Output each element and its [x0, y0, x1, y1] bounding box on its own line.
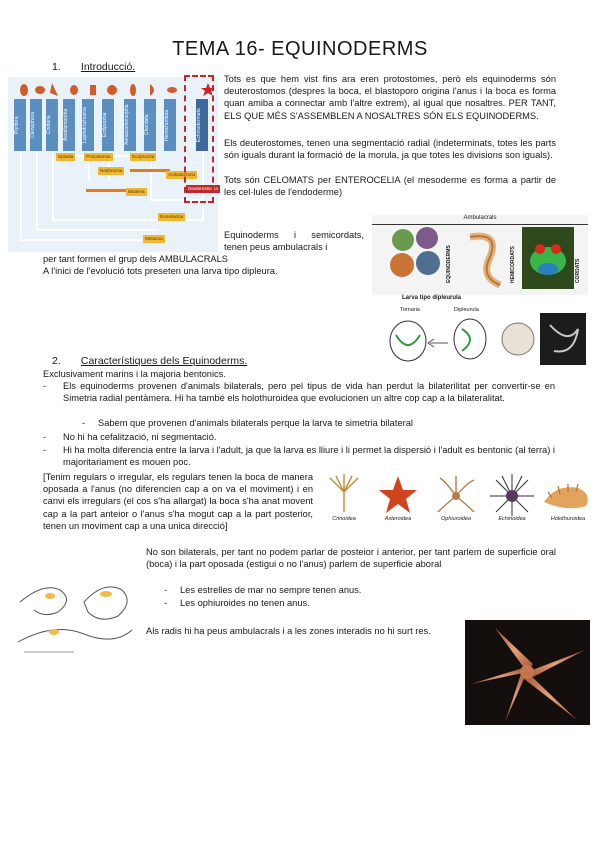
- page-title: TEMA 16- EQUINODERMS: [172, 38, 428, 60]
- label-hemichordates: HEMICORDATS: [510, 246, 516, 283]
- taxon-label: Ctenophora: [30, 99, 42, 151]
- taxon-label: Hemichordata: [164, 99, 176, 151]
- taxon-label: Echinodermata: [196, 99, 208, 151]
- echinoderm-classes-figure: [316, 472, 596, 532]
- tree-node: Spiralia: [58, 154, 74, 159]
- section-number: 1.: [52, 61, 61, 73]
- intro-paragraph-4b: per tant formen el grup dels AMBULACRALS: [43, 254, 228, 264]
- acorn-worm-image: [460, 227, 510, 289]
- bullet-text: Els equinoderms provenen d'animals bilaterals, pero pel tipus de vida han perdut la bilaterilitat per convertir-se en Simetria radial pentàmera. Hi ha també els holothuroidea que evolucionen un altre cop cap a la bilateralitat.: [63, 381, 555, 404]
- class-caption: Holothuroidea: [550, 516, 586, 522]
- class-caption: Ophiuroidea: [441, 516, 471, 522]
- body-plan-sketch: [14, 572, 136, 660]
- bullet-item: - No hi ha cefalització, ni segmentació.: [43, 431, 555, 443]
- taxon-label: Acoelomorpha: [63, 99, 75, 151]
- bullet-item: - Les estrelles de mar no sempre tenen anus.: [164, 584, 524, 596]
- larva-label-tornaria: Tornaria: [400, 307, 420, 313]
- figure-header: Ambulacrals: [372, 215, 588, 225]
- bullet-text: Hi ha molta diferencia entre la larva i l'adult, ja que la larva es lliure i li permet la dispersió i l'adult es bentonic (al terra) i majoritariament es mouen poc.: [63, 445, 555, 468]
- larva-label-dipleurula: Dipleurula: [454, 307, 479, 313]
- bullet-item: - Hi ha molta diferencia entre la larva i l'adult, ja que la larva es lliure i li permet la dispersió i l'adult es bentonic (al terra) i majoritariament es mouen poc.: [43, 445, 555, 468]
- bullet-text: Sabem que provenen d'animals bilaterals perque la larva te simetria bilateral: [98, 418, 413, 428]
- taxon-label: Ecdysozoa: [102, 99, 114, 151]
- section-heading-characteristics: [52, 355, 247, 367]
- char-paragraph-4: Als radis hi ha peus ambulacrals i a les zones interadis no hi surt res.: [146, 626, 431, 636]
- intro-paragraph-3: Tots són CELOMATS per ENTEROCELIA (el mesoderme es forma a partir de les cel·lules de l'endoderme): [224, 175, 556, 198]
- larva-title: Larva tipo dipleurula: [402, 295, 462, 301]
- taxon-label: Xenacoelomorpha: [124, 99, 136, 151]
- intro-paragraph-2: Els deuterostomes, tenen una segmentació radial (indeterminats, totes les parts són iguals durant la formació de la morula, ja que totes les divisions son iguals).: [224, 138, 556, 161]
- ambulacrals-figure: [372, 215, 588, 295]
- tree-node: Metazoa: [145, 236, 163, 241]
- larva-figure: [378, 305, 588, 367]
- char-paragraph-3: No son bilaterals, per tant no podem parlar de posteior i anterior, per tant parlem de superficie oral (boca) i la part oposada (estigui o no l'anus) parlem de superficie aboral: [146, 547, 556, 570]
- tree-node: Ecdysozoa: [132, 154, 155, 159]
- section-title: Introducció.: [80, 61, 136, 73]
- bullet-text: Les estrelles de mar no sempre tenen anus.: [180, 585, 362, 595]
- taxon-label: Chordata: [144, 99, 156, 151]
- organism-icons: [12, 81, 212, 97]
- class-caption: Crinoidea: [332, 516, 356, 522]
- sub-bullet-item: - Sabem que provenen d'animals bilaterals perque la larva te simetria bilateral: [82, 417, 552, 429]
- tree-node: Ambulacraria: [168, 172, 196, 177]
- section-number: 2.: [52, 355, 61, 367]
- starfish-photo: [465, 620, 590, 725]
- highlight-box: [184, 75, 214, 203]
- phylogeny-figure: [8, 77, 218, 252]
- class-caption: Asteroidea: [384, 516, 412, 522]
- tree-node: Bilateria: [128, 189, 145, 194]
- label-chordates: CORDATS: [575, 258, 581, 283]
- tree-node: Deuterostomia: [188, 186, 218, 191]
- taxon-label: Cnidaria: [46, 99, 58, 151]
- bullet-item: - Els equinoderms provenen d'animals bilaterals, pero pel tipus de vida han perdut la bilaterilitat per convertir-se en Simetria radial pentàmera. Hi ha també els holothuroidea que evolucionen un altre cop cap a la bilateralitat.: [43, 381, 555, 404]
- bullet-text: No hi ha cefalització, ni segmentació.: [63, 432, 217, 442]
- section-heading-intro: [52, 61, 135, 73]
- label-echinoderms: EQUINODERMS: [446, 245, 452, 283]
- tree-node: Eumetazoa: [160, 214, 184, 219]
- class-caption: Echinoidea: [498, 516, 526, 522]
- intro-paragraph-1: Tots es que hem vist fins ara eren protostomes, però els equinoderms són deuterostomos (despres la boca, el blastoporo origina l'anus i la boca es forma quan amiba a connectar amb l'altre extrem), al igual que nosaltres. PER TANT, ELS QUE MÉS S'ASSEMBLEN A NOSALTRES SÓN ELS EQUINODERMS.: [224, 74, 556, 121]
- taxon-label: Lophotrochozoa: [82, 99, 94, 151]
- intro-paragraph-4: Equinoderms i semicordats, tenen peus ambulacrals i: [224, 230, 364, 253]
- bullet-text: Les ophiuroides no tenen anus.: [180, 598, 310, 608]
- bullet-item: - Les ophiuroides no tenen anus.: [164, 597, 524, 609]
- intro-paragraph-5: A l'inici de l'evolució tots preseten una larva tipo dipleura.: [43, 266, 278, 276]
- frog-image: [522, 227, 574, 289]
- section-title: Característiques dels Equinoderms.: [80, 355, 248, 367]
- tree-node: Protostomia: [86, 154, 111, 159]
- char-paragraph-2: [Tenim regulars o irregular, els regulars tenen la boca de manera oposada a l'anus (no diferencien cap a on va el moviment) i en canvi els irregulars (el cos s'ha allargat) la boca s'ha anat movent cap a la part anteior o l'anus s'ha mogut cap a la part posterior, tenen un moviment cap a una unica direcció]: [43, 472, 313, 531]
- taxon-label: Porifera: [14, 99, 26, 151]
- char-paragraph-1: Exclusivament marins i la majoria bentonics.: [43, 369, 226, 379]
- tree-node: Nephrozoa: [100, 168, 123, 173]
